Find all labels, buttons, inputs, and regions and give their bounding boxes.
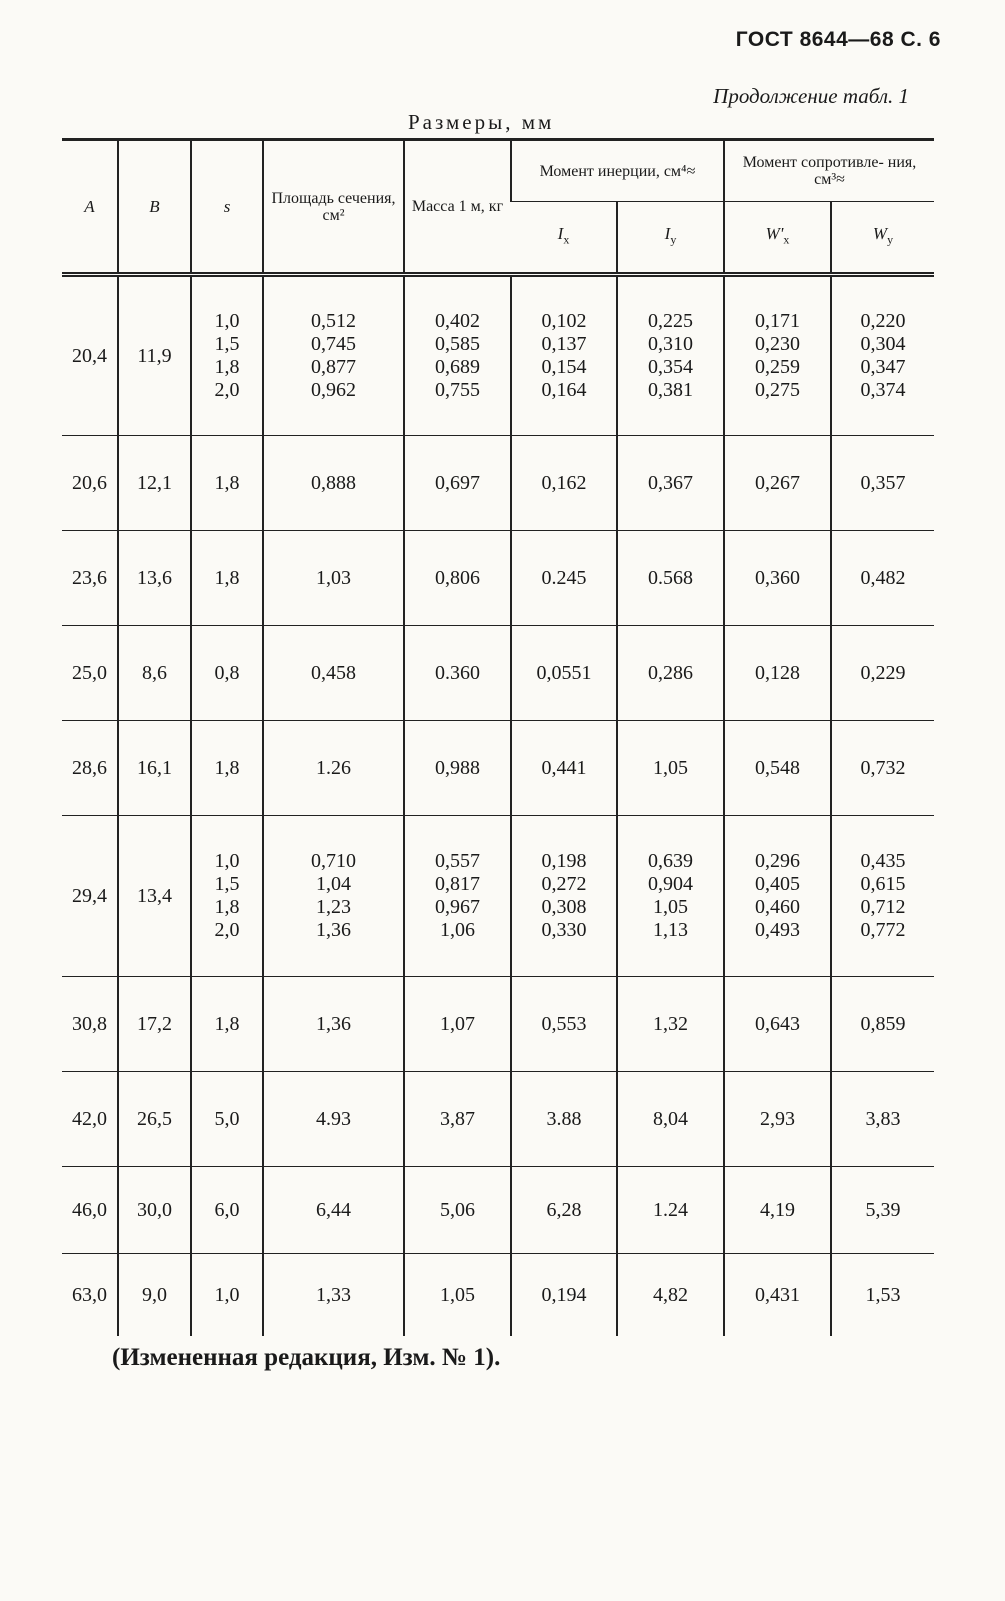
cell-value: 2,0 (214, 919, 240, 941)
cell-value: 0,493 (755, 919, 800, 941)
cell-iy: 4,82 (617, 1254, 724, 1337)
cell-b: 16,1 (118, 721, 191, 816)
cell-value: 0,381 (648, 379, 693, 401)
cell-value: 1,23 (316, 896, 351, 918)
cell-wy: 0,229 (831, 626, 934, 721)
col-header-ix: $I_x$ (511, 202, 617, 275)
cell-value: 0,745 (311, 333, 356, 355)
table-continuation-label: Продолжение табл. 1 (713, 84, 909, 108)
cell-a: 25,0 (62, 626, 118, 721)
cell-a: 30,8 (62, 977, 118, 1072)
cell-s: 1,8 (191, 721, 263, 816)
cell-value: 0,296 (755, 850, 800, 872)
cell-value: 0,308 (541, 896, 587, 918)
cell-iy: 1,05 (617, 721, 724, 816)
cell-mass: 3,87 (404, 1072, 511, 1167)
cell-mass: 1,07 (404, 977, 511, 1072)
cell-value: 0,354 (648, 356, 693, 378)
cell-value: 1,5 (214, 873, 240, 895)
cell-value: 0,402 (435, 310, 480, 332)
cell-wx: 0,548 (724, 721, 831, 816)
cell-value: 0,137 (541, 333, 587, 355)
cell-iy: 0,367 (617, 436, 724, 531)
cell-iy (617, 816, 724, 977)
cell-value: 0,405 (755, 873, 800, 895)
table-row (62, 721, 934, 816)
cell-area: 0,458 (263, 626, 404, 721)
cell-ix: 0,194 (511, 1254, 617, 1337)
cell-value: 0,557 (435, 850, 480, 872)
cell-wy: 0,732 (831, 721, 934, 816)
cell-value: 0,330 (541, 919, 587, 941)
cell-value: 0,615 (860, 873, 906, 895)
cell-value: 0,275 (755, 379, 800, 401)
cell-value: 1,06 (440, 919, 475, 941)
table-row (62, 436, 934, 531)
col-header-resistance: Момент сопротивле- ния, см³≈ (724, 140, 934, 202)
table-row (62, 531, 934, 626)
cell-area: 6,44 (263, 1167, 404, 1254)
table-row (62, 1167, 934, 1254)
cell-wx: 0,643 (724, 977, 831, 1072)
cell-a: 28,6 (62, 721, 118, 816)
cell-value: 1,8 (214, 896, 240, 918)
cell-value: 1,0 (214, 850, 240, 872)
cell-iy: 1.24 (617, 1167, 724, 1254)
cell-b: 12,1 (118, 436, 191, 531)
cell-area (263, 816, 404, 977)
cell-value: 0,512 (311, 310, 356, 332)
cell-value: 0,220 (860, 310, 906, 332)
cell-value: 2,0 (214, 379, 240, 401)
cell-value: 0,154 (541, 356, 587, 378)
col-header-inertia: Момент инерции, см⁴≈ (511, 140, 724, 202)
cell-s (191, 275, 263, 436)
cell-wx: 0,267 (724, 436, 831, 531)
cell-value: 1,05 (653, 896, 688, 918)
cell-b: 8,6 (118, 626, 191, 721)
cell-wy: 3,83 (831, 1072, 934, 1167)
cell-wx: 2,93 (724, 1072, 831, 1167)
cell-iy: 0.568 (617, 531, 724, 626)
cell-iy (617, 275, 724, 436)
cell-value: 0,712 (860, 896, 906, 918)
cell-value: 0,198 (541, 850, 587, 872)
cell-b: 13,6 (118, 531, 191, 626)
cell-s: 6,0 (191, 1167, 263, 1254)
table-row (62, 275, 934, 436)
col-header-wy: $W_y$ (831, 202, 934, 275)
cell-wy: 0,482 (831, 531, 934, 626)
cell-wy: 1,53 (831, 1254, 934, 1337)
cell-a: 20,6 (62, 436, 118, 531)
cell-value: 0,230 (755, 333, 800, 355)
cell-s: 1,8 (191, 977, 263, 1072)
cell-value: 0,259 (755, 356, 800, 378)
cell-wx: 0,431 (724, 1254, 831, 1337)
cell-b: 13,4 (118, 816, 191, 977)
cell-mass (404, 816, 511, 977)
cell-value: 0,347 (860, 356, 906, 378)
cell-a: 29,4 (62, 816, 118, 977)
cell-s (191, 816, 263, 977)
cell-wx: 0,128 (724, 626, 831, 721)
cell-value: 0,755 (435, 379, 480, 401)
cell-value: 0,171 (755, 310, 800, 332)
cell-wy: 5,39 (831, 1167, 934, 1254)
cell-mass: 5,06 (404, 1167, 511, 1254)
cell-ix: 0.245 (511, 531, 617, 626)
table-row (62, 626, 934, 721)
cell-wy (831, 816, 934, 977)
table-row (62, 977, 934, 1072)
cell-value: 0,225 (648, 310, 693, 332)
cell-value: 1,0 (214, 310, 240, 332)
cell-value: 0,877 (311, 356, 356, 378)
cell-value: 0,904 (648, 873, 693, 895)
cell-ix: 0,553 (511, 977, 617, 1072)
cell-value: 0,689 (435, 356, 480, 378)
cell-s: 0,8 (191, 626, 263, 721)
cell-value: 0,967 (435, 896, 480, 918)
cell-a: 42,0 (62, 1072, 118, 1167)
cell-b: 17,2 (118, 977, 191, 1072)
cell-wy: 0,859 (831, 977, 934, 1072)
cell-ix: 0,441 (511, 721, 617, 816)
cell-a: 63,0 (62, 1254, 118, 1337)
cell-value: 0,962 (311, 379, 356, 401)
cell-mass: 0,806 (404, 531, 511, 626)
cell-value: 0,374 (860, 379, 906, 401)
cell-s: 1,8 (191, 531, 263, 626)
cell-value: 0,772 (860, 919, 906, 941)
dimensions-units-label: Размеры, мм (408, 110, 555, 134)
cell-b: 30,0 (118, 1167, 191, 1254)
cell-mass: 0,697 (404, 436, 511, 531)
cell-value: 0,304 (860, 333, 906, 355)
col-header-b: B (118, 140, 191, 275)
cell-mass: 0,988 (404, 721, 511, 816)
cell-value: 0,817 (435, 873, 480, 895)
cell-area (263, 275, 404, 436)
standard-header: ГОСТ 8644—68 С. 6 (735, 28, 941, 51)
cell-s: 5,0 (191, 1072, 263, 1167)
cell-iy: 1,32 (617, 977, 724, 1072)
cell-a: 23,6 (62, 531, 118, 626)
cell-value: 1,36 (316, 919, 351, 941)
cell-value: 0,102 (541, 310, 587, 332)
cell-wx (724, 816, 831, 977)
col-header-s: s (191, 140, 263, 275)
cell-ix: 0,162 (511, 436, 617, 531)
cell-area: 1,36 (263, 977, 404, 1072)
cell-value: 0,710 (311, 850, 356, 872)
cell-wx: 4,19 (724, 1167, 831, 1254)
col-header-a: A (62, 140, 118, 275)
cell-area: 0,888 (263, 436, 404, 531)
cell-wy (831, 275, 934, 436)
cell-value: 0,164 (541, 379, 587, 401)
cell-wy: 0,357 (831, 436, 934, 531)
cell-b: 26,5 (118, 1072, 191, 1167)
cell-b: 9,0 (118, 1254, 191, 1337)
cell-mass (404, 275, 511, 436)
col-header-mass: Масса 1 м, кг (404, 140, 511, 275)
cell-b: 11,9 (118, 275, 191, 436)
table-row (62, 816, 934, 977)
cell-value: 0,310 (648, 333, 693, 355)
cell-value: 0,272 (541, 873, 587, 895)
cell-ix: 0,0551 (511, 626, 617, 721)
cell-iy: 0,286 (617, 626, 724, 721)
cell-value: 1,5 (214, 333, 240, 355)
table-row (62, 1254, 934, 1337)
cell-mass: 1,05 (404, 1254, 511, 1337)
cell-area: 1,03 (263, 531, 404, 626)
cell-a: 46,0 (62, 1167, 118, 1254)
cell-value: 0,435 (860, 850, 906, 872)
cell-mass: 0.360 (404, 626, 511, 721)
cell-ix (511, 275, 617, 436)
cell-s: 1,0 (191, 1254, 263, 1337)
cell-ix (511, 816, 617, 977)
profile-dimensions-table (62, 138, 934, 1336)
cell-wx (724, 275, 831, 436)
cell-value: 1,04 (316, 873, 351, 895)
col-header-area: Площадь сечения, см² (263, 140, 404, 275)
cell-value: 1,8 (214, 356, 240, 378)
col-header-iy: $I_y$ (617, 202, 724, 275)
cell-value: 0,639 (648, 850, 693, 872)
cell-value: 0,585 (435, 333, 480, 355)
cell-a: 20,4 (72, 344, 107, 367)
table-row (62, 1072, 934, 1167)
col-header-wx: $W'_x$ (724, 202, 831, 275)
cell-ix: 6,28 (511, 1167, 617, 1254)
cell-area: 4.93 (263, 1072, 404, 1167)
cell-iy: 8,04 (617, 1072, 724, 1167)
cell-area: 1,33 (263, 1254, 404, 1337)
cell-s: 1,8 (191, 436, 263, 531)
cell-ix: 3.88 (511, 1072, 617, 1167)
cell-wx: 0,360 (724, 531, 831, 626)
cell-value: 1,13 (653, 919, 688, 941)
cell-value: 0,460 (755, 896, 800, 918)
cell-area: 1.26 (263, 721, 404, 816)
amendment-note: (Измененная редакция, Изм. № 1). (112, 1344, 501, 1371)
